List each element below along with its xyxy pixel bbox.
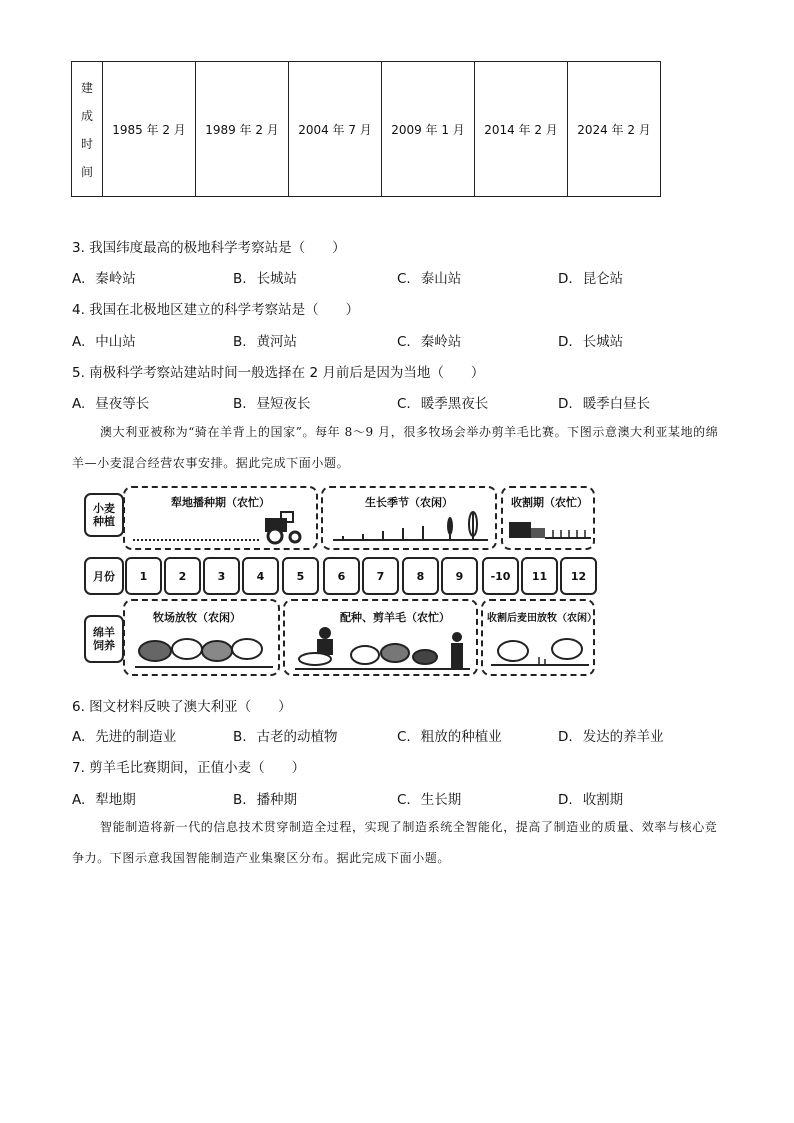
header-char: 时 bbox=[80, 136, 93, 151]
phase-label: 配种、剪羊毛（农忙） bbox=[340, 611, 450, 624]
option-b[interactable]: B. 播种期 bbox=[233, 792, 298, 808]
month-box: 5 bbox=[282, 557, 319, 595]
month-box: 6 bbox=[323, 557, 360, 595]
option-a[interactable]: A. 中山站 bbox=[72, 334, 136, 350]
month-box: 2 bbox=[164, 557, 201, 595]
shearing-illustration bbox=[285, 601, 480, 675]
header-char: 成 bbox=[80, 108, 93, 123]
wheat-row-label: 小麦 种植 bbox=[84, 493, 124, 537]
option-b[interactable]: B. 长城站 bbox=[233, 271, 298, 287]
question-stem: 7. 剪羊毛比赛期间，正值小麦（ ） bbox=[72, 760, 306, 776]
option-d[interactable]: D. 长城站 bbox=[558, 334, 624, 350]
table-row bbox=[72, 62, 661, 197]
sheep-wheat-schedule-figure bbox=[75, 484, 601, 678]
phase-label: 收割后麦田放牧（农闲） bbox=[487, 613, 597, 624]
option-c[interactable]: C. 秦岭站 bbox=[397, 334, 462, 350]
header-char: 建 bbox=[80, 80, 93, 95]
table-cell: 2009 年 1 月 bbox=[382, 62, 475, 197]
question-stem: 4. 我国在北极地区建立的科学考察站是（ ） bbox=[72, 302, 360, 318]
month-box: 12 bbox=[560, 557, 597, 595]
sheep-row-label: 绵羊 饲养 bbox=[84, 615, 124, 663]
table-cell: 2024 年 2 月 bbox=[568, 62, 661, 197]
header-char: 间 bbox=[80, 164, 93, 179]
option-d[interactable]: D. 暖季白昼长 bbox=[558, 396, 651, 412]
sheep-phase-grazing bbox=[123, 599, 280, 676]
option-c[interactable]: C. 生长期 bbox=[397, 792, 462, 808]
field-grazing-illustration bbox=[483, 601, 597, 675]
option-c[interactable]: C. 粗放的种植业 bbox=[397, 729, 502, 745]
harvester-illustration bbox=[503, 488, 597, 548]
option-a[interactable]: A. 秦岭站 bbox=[72, 271, 136, 287]
option-b[interactable]: B. 昼短夜长 bbox=[233, 396, 311, 412]
material-paragraph: 智能制造将新一代的信息技术贯穿制造全过程，实现了制造系统全智能化，提高了制造业的质量、效率与核心竞争力。下图示意我国智能制造产业集聚区分布。据此完成下面小题。 bbox=[72, 820, 718, 865]
phase-label: 收割期（农忙） bbox=[511, 496, 588, 509]
material-paragraph: 澳大利亚被称为“骑在羊背上的国家”。每年 8～9 月，很多牧场会举办剪羊毛比赛。下图示意澳大利亚某地的绵羊—小麦混合经营农事安排。据此完成下面小题。 bbox=[72, 425, 719, 470]
wheat-phase-plowing-sowing bbox=[123, 486, 318, 550]
option-b[interactable]: B. 黄河站 bbox=[233, 334, 298, 350]
table-cell: 2014 年 2 月 bbox=[475, 62, 568, 197]
month-box: 7 bbox=[362, 557, 399, 595]
option-d[interactable]: D. 发达的养羊业 bbox=[558, 729, 664, 745]
month-box: 9 bbox=[441, 557, 478, 595]
option-d[interactable]: D. 昆仑站 bbox=[558, 271, 624, 287]
grazing-sheep-illustration bbox=[125, 601, 280, 675]
option-b[interactable]: B. 古老的动植物 bbox=[233, 729, 338, 745]
table-cell: 1985 年 2 月 bbox=[103, 62, 196, 197]
month-row-label: 月份 bbox=[84, 557, 124, 595]
month-box: 4 bbox=[242, 557, 279, 595]
option-c[interactable]: C. 泰山站 bbox=[397, 271, 462, 287]
wheat-phase-growing bbox=[321, 486, 497, 550]
month-box: 1 bbox=[125, 557, 162, 595]
table-cell: 2004 年 7 月 bbox=[289, 62, 382, 197]
phase-label: 牧场放牧（农闲） bbox=[153, 611, 241, 624]
sheep-phase-breeding-shearing bbox=[283, 599, 478, 676]
option-a[interactable]: A. 先进的制造业 bbox=[72, 729, 177, 745]
phase-label: 生长季节（农闲） bbox=[365, 496, 453, 509]
option-d[interactable]: D. 收割期 bbox=[558, 792, 624, 808]
table-header-cell bbox=[72, 62, 103, 197]
sheep-phase-post-harvest-grazing bbox=[481, 599, 595, 676]
option-c[interactable]: C. 暖季黑夜长 bbox=[397, 396, 489, 412]
month-box: 11 bbox=[521, 557, 558, 595]
table-cell: 1989 年 2 月 bbox=[196, 62, 289, 197]
option-a[interactable]: A. 昼夜等长 bbox=[72, 396, 150, 412]
question-stem: 3. 我国纬度最高的极地科学考察站是（ ） bbox=[72, 240, 346, 256]
question-stem: 5. 南极科学考察站建站时间一般选择在 2 月前后是因为当地（ ） bbox=[72, 365, 485, 381]
month-box: 8 bbox=[402, 557, 439, 595]
option-a[interactable]: A. 犁地期 bbox=[72, 792, 136, 808]
tractor-illustration bbox=[125, 488, 315, 548]
station-build-time-table bbox=[71, 61, 661, 197]
question-stem: 6. 图文材料反映了澳大利亚（ ） bbox=[72, 699, 292, 715]
phase-label: 犁地播种期（农忙） bbox=[171, 496, 270, 509]
month-box: 3 bbox=[203, 557, 240, 595]
wheat-phase-harvest bbox=[501, 486, 595, 550]
month-box: -10 bbox=[482, 557, 519, 595]
growing-wheat-illustration bbox=[323, 488, 499, 548]
